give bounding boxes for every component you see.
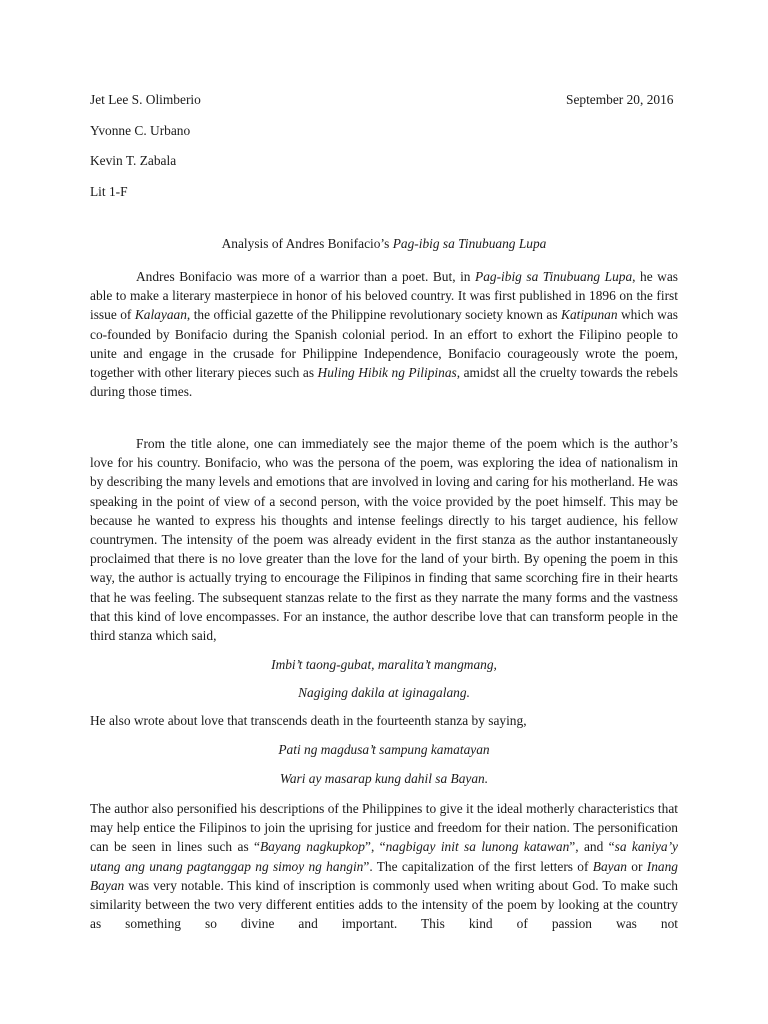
p3-italic-4: Bayan — [592, 858, 627, 874]
author-name-3: Kevin T. Zabala — [90, 153, 177, 168]
p1-italic-2: Kalayaan — [134, 307, 187, 323]
p3-text-4: ”. The capitalization of the first letters of — [363, 858, 593, 874]
p1-italic-1: Pag-ibig sa Tinubuang Lupa — [475, 269, 633, 284]
verse-1-line-1: Imbi’t taong-gubat, maralita’t mangmang, — [271, 657, 497, 672]
paragraph-2: From the title alone, one can immediately see the major theme of the poem which is the author’s love for his country. Bonifacio, who was the persona of the poem, was exploring the idea of nationalism in by describing the many levels and emotions that are involved in loving and caring for his motherland. He was speaking in the point of view of a second person, with the voice provided by the poet himself. This may be because he wanted to express his thoughts and intense feelings directly to his target audience, his fellow countrymen. The intensity of the poem was already evident in the first stanza as the author instantaneously proclaimed that there is no love greater than the love for the land of your birth. By opening the poem in this way, the author is actually trying to encourage the Filipinos in finding that same scorching fire in their hearts that he was feeling. The subsequent stanzas relate to the first as they narrate the many forms and the vastness that this kind of love encompasses. For an instance, the author describe love that can transform people in the third stanza which said, — [90, 436, 678, 644]
paragraph-1 — [90, 267, 678, 401]
p3-text-2: ”, “ — [365, 839, 386, 855]
p3-text-6: was very notable. This kind of inscription is commonly used when writing about God. To make such similarity between the two very different entities adds to the intensity of the poem by looking at the country as something so divine and important. This kind of passion was not — [90, 877, 678, 932]
title-prefix: Analysis of Andres Bonifacio’s — [221, 236, 393, 251]
verse-1-line-2: Nagiging dakila at iginagalang. — [298, 685, 470, 700]
p3-text-1: The author also personified his descriptions of the Philippines to give it the ideal motherly characteristics that may help entice the Filipinos to join the uprising for justice and freedom for their nation. The personification can be seen in lines such as “ — [90, 801, 678, 855]
p3-italic-5: Inang Bayan — [90, 858, 678, 893]
p1-italic-3: Katipunan — [561, 307, 618, 323]
p3-text-3: ”, and “ — [569, 839, 615, 855]
verse-2-line-1: Pati ng magdusa’t sampung kamatayan — [278, 742, 490, 757]
p1-text-5: , amidst all the cruelty towards the rebels during those times. — [90, 365, 678, 400]
title-work: Pag-ibig sa Tinubuang Lupa — [392, 236, 547, 251]
p3-italic-2: nagbigay init sa lunong katawan — [385, 839, 570, 855]
document-date: September 20, 2016 — [566, 92, 674, 107]
document-title — [0, 236, 768, 252]
p1-text-4: which was co-founded by Bonifacio during the Spanish colonial period. In an effort to exhort the Filipino people to unite and engage in the crusade for Philippine Independence, Bonifacio courageously wrote the poem, together with other literary pieces such as — [90, 307, 678, 381]
class-section: Lit 1-F — [90, 184, 128, 199]
verse-2-line-2: Wari ay masarap kung dahil sa Bayan. — [279, 771, 489, 786]
author-name-2: Yvonne C. Urbano — [90, 123, 191, 138]
paragraph-3 — [90, 799, 678, 933]
p3-text-5: or — [626, 858, 647, 874]
transition-line: He also wrote about love that transcends death in the fourteenth stanza by saying, — [90, 713, 527, 728]
p1-text-3: , the official gazette of the Philippine revolutionary society known as — [186, 307, 562, 323]
author-name-1: Jet Lee S. Olimberio — [90, 92, 201, 107]
p1-text-2: , he was able to make a literary masterpiece in honor of his beloved country. It was first published in 1896 on the first issue of — [90, 269, 678, 323]
p3-italic-1: Bayang nagkupkop — [259, 839, 365, 855]
p3-italic-3: sa kaniya’y utang ang unang pagtanggap ng simoy ng hangin — [90, 839, 678, 874]
p1-italic-4: Huling Hibik ng Pilipinas — [317, 365, 457, 381]
p1-text-1: Andres Bonifacio was more of a warrior than a poet. But, in — [136, 269, 476, 284]
